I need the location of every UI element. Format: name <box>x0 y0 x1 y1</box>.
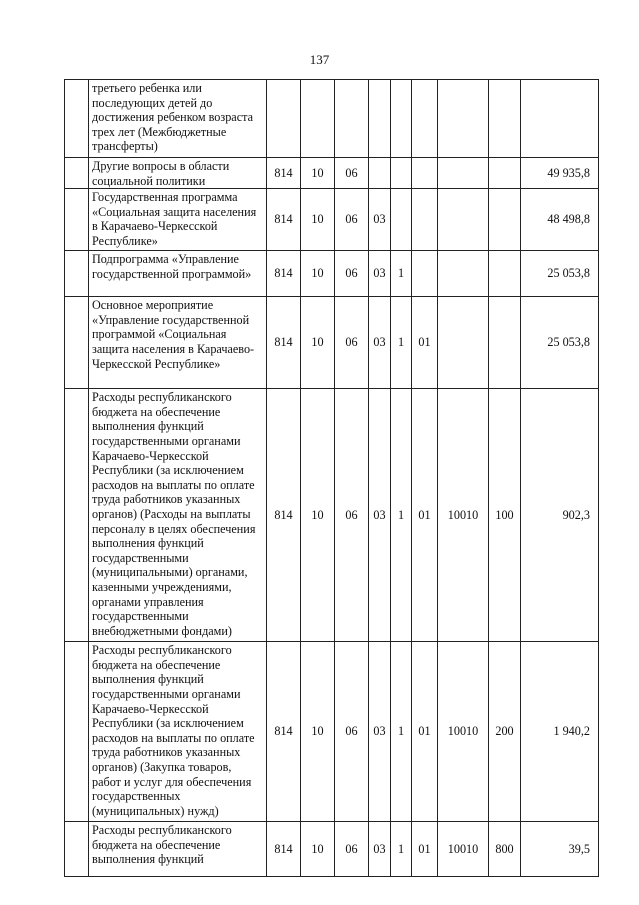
row-number-cell <box>65 389 89 642</box>
subsection-code-cell: 06 <box>335 251 369 297</box>
ministry-code-cell: 814 <box>267 642 301 822</box>
table-row <box>65 642 599 822</box>
table-row <box>65 158 599 189</box>
table-row <box>65 297 599 389</box>
expense-type-cell: 800 <box>489 822 521 877</box>
event-code-cell: 01 <box>412 822 438 877</box>
ministry-code-cell: 814 <box>267 389 301 642</box>
row-number-cell <box>65 642 89 822</box>
subprogram-code-cell: 1 <box>391 822 412 877</box>
amount-cell: 48 498,8 <box>521 189 599 251</box>
direction-code-cell: 10010 <box>438 822 489 877</box>
direction-code-cell: 10010 <box>438 642 489 822</box>
event-code-cell <box>412 189 438 251</box>
subsection-code-cell: 06 <box>335 389 369 642</box>
expense-type-cell <box>489 297 521 389</box>
direction-code-cell <box>438 251 489 297</box>
section-code-cell: 10 <box>301 189 335 251</box>
ministry-code-cell: 814 <box>267 251 301 297</box>
direction-code-cell <box>438 158 489 189</box>
item-name-cell: Расходы республиканского бюджета на обеспечение выполнения функций государственными органами Карачаево-Черкесской Республики (за исключением расходов на выплаты по оплате труда работников указанных органов) (Расходы на выплаты персоналу в целях обеспечения выполнения функций государственными (муниципальными) органами, казенными учреждениями, органами управления государственными внебюджетными фондами) <box>89 389 267 642</box>
program-code-cell: 03 <box>369 642 391 822</box>
table-row <box>65 251 599 297</box>
subprogram-code-cell <box>391 80 412 158</box>
page-number: 137 <box>309 52 330 67</box>
table-row <box>65 80 599 158</box>
subprogram-code-cell: 1 <box>391 642 412 822</box>
program-code-cell: 03 <box>369 189 391 251</box>
expense-type-cell: 100 <box>489 389 521 642</box>
ministry-code-cell: 814 <box>267 189 301 251</box>
table-row <box>65 189 599 251</box>
subprogram-code-cell <box>391 158 412 189</box>
amount-cell: 1 940,2 <box>521 642 599 822</box>
table-row <box>65 822 599 877</box>
item-name-cell: Государственная программа «Социальная защита населения в Карачаево-Черкесской Республике» <box>89 189 267 251</box>
ministry-code-cell: 814 <box>267 822 301 877</box>
subsection-code-cell: 06 <box>335 822 369 877</box>
ministry-code-cell: 814 <box>267 297 301 389</box>
item-name-cell: третьего ребенка или последующих детей до достижения ребенком возраста трех лет (Межбюджетные трансферты) <box>89 80 267 158</box>
section-code-cell: 10 <box>301 642 335 822</box>
budget-table <box>64 79 599 877</box>
item-name-cell: Другие вопросы в области социальной политики <box>89 158 267 189</box>
table-row <box>65 389 599 642</box>
expense-type-cell <box>489 189 521 251</box>
program-code-cell: 03 <box>369 251 391 297</box>
ministry-code-cell <box>267 80 301 158</box>
subsection-code-cell: 06 <box>335 158 369 189</box>
direction-code-cell <box>438 297 489 389</box>
direction-code-cell <box>438 189 489 251</box>
subsection-code-cell <box>335 80 369 158</box>
subprogram-code-cell: 1 <box>391 389 412 642</box>
event-code-cell: 01 <box>412 297 438 389</box>
direction-code-cell: 10010 <box>438 389 489 642</box>
event-code-cell: 01 <box>412 389 438 642</box>
subprogram-code-cell: 1 <box>391 251 412 297</box>
ministry-code-cell: 814 <box>267 158 301 189</box>
event-code-cell <box>412 158 438 189</box>
expense-type-cell <box>489 80 521 158</box>
program-code-cell: 03 <box>369 297 391 389</box>
program-code-cell <box>369 158 391 189</box>
row-number-cell <box>65 251 89 297</box>
expense-type-cell <box>489 251 521 297</box>
expense-type-cell: 200 <box>489 642 521 822</box>
amount-cell: 902,3 <box>521 389 599 642</box>
row-number-cell <box>65 297 89 389</box>
item-name-cell: Подпрограмма «Управление государственной программой» <box>89 251 267 297</box>
section-code-cell: 10 <box>301 822 335 877</box>
section-code-cell: 10 <box>301 389 335 642</box>
amount-cell: 49 935,8 <box>521 158 599 189</box>
subprogram-code-cell <box>391 189 412 251</box>
subprogram-code-cell: 1 <box>391 297 412 389</box>
section-code-cell: 10 <box>301 158 335 189</box>
item-name-cell: Расходы республиканского бюджета на обеспечение выполнения функций государственными органами Карачаево-Черкесской Республики (за исключением расходов на выплаты по оплате труда работников указанных органов) (Закупка товаров, работ и услуг для обеспечения государственных (муниципальных) нужд) <box>89 642 267 822</box>
program-code-cell: 03 <box>369 822 391 877</box>
section-code-cell <box>301 80 335 158</box>
item-name-cell: Основное мероприятие «Управление государственной программой «Социальная защита населения в Карачаево-Черкесской Республике» <box>89 297 267 389</box>
amount-cell: 39,5 <box>521 822 599 877</box>
expense-type-cell <box>489 158 521 189</box>
subsection-code-cell: 06 <box>335 297 369 389</box>
row-number-cell <box>65 80 89 158</box>
program-code-cell: 03 <box>369 389 391 642</box>
event-code-cell <box>412 251 438 297</box>
section-code-cell: 10 <box>301 297 335 389</box>
amount-cell: 25 053,8 <box>521 297 599 389</box>
direction-code-cell <box>438 80 489 158</box>
program-code-cell <box>369 80 391 158</box>
row-number-cell <box>65 158 89 189</box>
amount-cell <box>521 80 599 158</box>
event-code-cell: 01 <box>412 642 438 822</box>
amount-cell: 25 053,8 <box>521 251 599 297</box>
row-number-cell <box>65 822 89 877</box>
event-code-cell <box>412 80 438 158</box>
section-code-cell: 10 <box>301 251 335 297</box>
subsection-code-cell: 06 <box>335 189 369 251</box>
subsection-code-cell: 06 <box>335 642 369 822</box>
item-name-cell: Расходы республиканского бюджета на обеспечение выполнения функций <box>89 822 267 877</box>
row-number-cell <box>65 189 89 251</box>
